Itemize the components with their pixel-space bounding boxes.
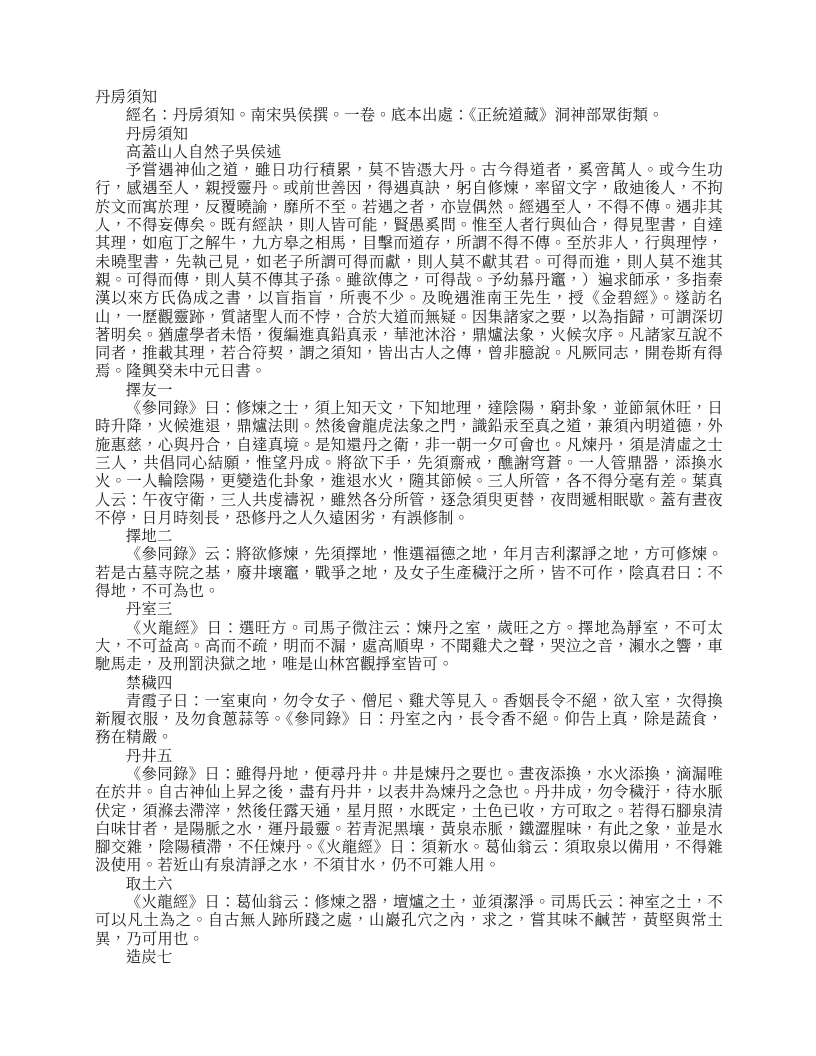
doc-subtitle: 丹房須知 xyxy=(125,125,189,143)
section-heading-elixir-well: 丹井五 xyxy=(125,747,173,765)
section-paragraph-elixir-well: 《參同錄》日：雖得丹地，便尋丹井。井是煉丹之要也。晝夜添換，水火添換，滴漏唯在於井。自古神仙上昇之後，盡有丹井，以表井為煉丹之急也。丹井成，勿令穢汙，待水脈伏定，須滌去滯滓，然後任露天通，星月照，水既定，土色已收，方可取之。若得石腳泉清白味甘者，是陽脈之水，運丹最靈。若青泥黑壤，黃泉赤脈，鐵澀腥味，有此之象，並是水腳交雜，陰陽積滯，不任煉丹。《火龍經》日：須新水。葛仙翁云：須取泉以備用，不得雜汲使用。若近山有泉清諍之水，不須甘水，仍不可雜人用。 xyxy=(95,765,723,875)
section-heading-obtaining-earth: 取土六 xyxy=(125,875,173,893)
section-heading-making-charcoal: 造炭七 xyxy=(125,948,173,966)
doc-meta-line: 經名：丹房須知。南宋吳侯撰。一卷。底本出處：《正統道藏》洞神部眾街類。 xyxy=(125,107,664,125)
doc-title: 丹房須知 xyxy=(95,89,158,106)
doc-author-line: 高蓋山人自然子吳侯述 xyxy=(125,143,282,161)
section-paragraph-elixir-chamber: 《火龍經》日：選旺方。司馬子微注云：煉丹之室，歲旺之方。擇地為靜室，不可太大，不可益高。高而不疏，明而不漏，處高順卑，不聞雞犬之聲，哭泣之音，瀨水之響，車馳馬走，及刑罰決獄之地，唯是山林宮觀掙室皆可。 xyxy=(95,619,723,674)
section-heading-elixir-chamber: 丹室三 xyxy=(125,601,173,619)
section-heading-forbidden-impurities: 禁穢四 xyxy=(125,674,173,692)
preface-paragraph: 予嘗遇神仙之道，雖日功行積累，莫不皆憑大丹。古今得道者，奚啻萬人。或今生功行，感遇至人，親授靈丹。或前世善因，得遇真訣，躬自修煉，率留文字，啟迪後人，不拘於文而寓於理，反覆曉諭，靡所不至。若遇之者，亦豈偶然。經遇至人，不得不傳。遇非其人，不得妄傳矣。既有經訣，則人皆可能，賢愚奚問。惟至人者行與仙合，得見聖書，自達其理，如庖丁之解牛，九方皋之相馬，目擊而道存，所謂不得不傳。至於非人，行與理悖，未曉聖書，先執己見，如老子所謂可得而獻，則人莫不獻其君。可得而進，則人莫不進其親。可得而傳，則人莫不傳其子孫。雖欲傳之，可得哉。予幼慕丹竈，）遍求師承，多指秦漢以來方氏偽成之書，以盲指盲，所喪不少。及晚遇淮南王先生，授《金碧經》。遂訪名山，一歷觀靈跡，質諸聖人而不悖，合於大道而無疑。因集諸家之要，以為指歸，可謂深切著明矣。猶慮學者未悟，復編進真鉛真汞，華池沐浴，鼎爐法象，火候次序。凡諸家互說不同者，推載其理，若合符契，謂之須知，皆出古人之傳，曾非臆說。凡厥同志，開卷斯有得焉。隆興癸未中元日書。 xyxy=(95,162,723,381)
document-body xyxy=(95,0,723,967)
section-paragraph-obtaining-earth: 《火龍經》日：葛仙翁云：修煉之器，壇爐之土，並須潔淨。司馬氏云：神室之土，不可以凡土為之。自古無人跡所踐之處，山巖孔穴之內，求之，嘗其味不鹹苦，黃堅與常土異，乃可用也。 xyxy=(95,894,723,948)
section-heading-choosing-friends: 擇友一 xyxy=(125,381,173,399)
section-heading-choosing-land: 擇地二 xyxy=(125,528,173,546)
section-paragraph-choosing-friends: 《參同錄》曰：修煉之士，須上知天文，下知地理，達陰陽，窮卦象，並節氣休旺，日時升降，火候進退，鼎爐法則。然後會龍虎法象之門，識鉛汞至真之道，兼須內明道德，外施惠慈，心與丹合，自達真境。是知還丹之衛，非一朝一夕可會也。凡煉丹，須是清虛之士三人，共倡同心結願，惟望丹成。將欲下手，先須齋戒，醮謝穹蒼。一人管鼎器，添換水火。一人輪陰陽，更變造化卦象，進退水火，隨其節候。三人所管，各不得分毫有差。葉真人云：午夜守衛，三人共虔禱祝，雖然各分所管，逐急須臾更替，夜問遞相眠歇。蓋有晝夜不停，日月時刻長，恐修丹之人久遠困劣，有誤修制。 xyxy=(95,400,723,527)
section-paragraph-forbidden-impurities: 青霞子日：一室東向，勿令女子、僧尼、雞犬等見入。香姻長令不絕，欲入室，次得換新履衣服，及勿食蔥蒜等。《參同錄》日：丹室之內，長令香不絕。仰告上真，除是蔬食，務在精嚴。 xyxy=(95,692,723,747)
section-paragraph-choosing-land: 《參同錄》云：將欲修煉，先須擇地，惟選福德之地，年月吉利潔諍之地，方可修煉。若是古墓寺院之基，廢井壞竈，戰爭之地，及女子生產穢汙之所，皆不可作，陰真君曰：不得地，不可為也。 xyxy=(95,546,723,601)
